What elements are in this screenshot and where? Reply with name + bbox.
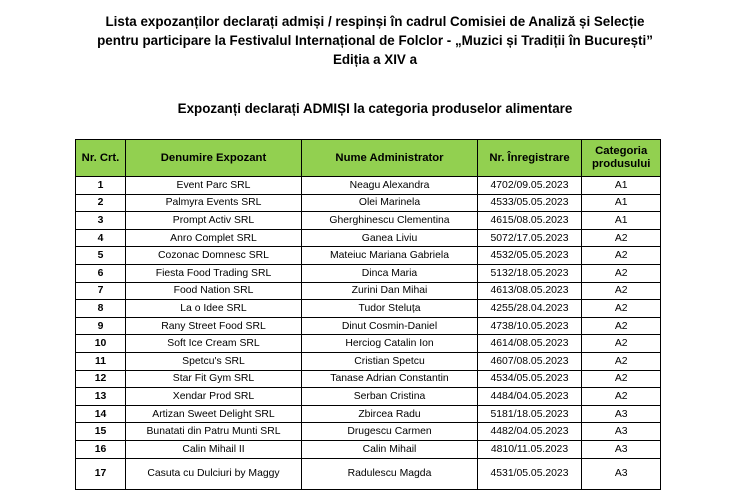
- administrator-name: Gherghinescu Clementina: [302, 212, 478, 230]
- registration-number: 4532/05.05.2023: [478, 247, 582, 265]
- registration-number: 4607/08.05.2023: [478, 352, 582, 370]
- row-number: 3: [76, 212, 126, 230]
- product-category: A1: [582, 212, 661, 230]
- row-number: 14: [76, 405, 126, 423]
- product-category: A3: [582, 405, 661, 423]
- registration-number: 4533/05.05.2023: [478, 194, 582, 212]
- row-number: 5: [76, 247, 126, 265]
- table-row: [76, 370, 661, 388]
- administrator-name: Olei Marinela: [302, 194, 478, 212]
- row-number: 12: [76, 370, 126, 388]
- administrator-name: Tanase Adrian Constantin: [302, 370, 478, 388]
- administrator-name: Calin Mihail: [302, 440, 478, 458]
- registration-number: 4702/09.05.2023: [478, 177, 582, 195]
- table-row: [76, 335, 661, 353]
- row-number: 15: [76, 423, 126, 441]
- header-line-3: Ediția a XIV a: [332, 52, 418, 67]
- header-nr-inregistrare: Nr. Înregistrare: [478, 140, 582, 177]
- exhibitor-name: Food Nation SRL: [126, 282, 302, 300]
- product-category: A3: [582, 440, 661, 458]
- exhibitor-name: Star Fit Gym SRL: [126, 370, 302, 388]
- product-category: A3: [582, 423, 661, 441]
- exhibitor-name: Artizan Sweet Delight SRL: [126, 405, 302, 423]
- table-row: [76, 317, 661, 335]
- registration-number: 5181/18.05.2023: [478, 405, 582, 423]
- table-row: [76, 194, 661, 212]
- product-category: A2: [582, 388, 661, 406]
- row-number: 1: [76, 177, 126, 195]
- product-category: A1: [582, 194, 661, 212]
- header-denumire-expozant: Denumire Expozant: [126, 140, 302, 177]
- administrator-name: Cristian Spetcu: [302, 352, 478, 370]
- administrator-name: Ganea Liviu: [302, 229, 478, 247]
- exhibitor-name: Spetcu's SRL: [126, 352, 302, 370]
- registration-number: 4613/08.05.2023: [478, 282, 582, 300]
- product-category: A2: [582, 317, 661, 335]
- exhibitor-name: La o Idee SRL: [126, 300, 302, 318]
- product-category: A2: [582, 300, 661, 318]
- registration-number: 4534/05.05.2023: [478, 370, 582, 388]
- administrator-name: Zbircea Radu: [302, 405, 478, 423]
- product-category: A2: [582, 352, 661, 370]
- row-number: 11: [76, 352, 126, 370]
- registration-number: 4255/28.04.2023: [478, 300, 582, 318]
- table-row: [76, 229, 661, 247]
- exhibitor-name: Palmyra Events SRL: [126, 194, 302, 212]
- administrator-name: Mateiuc Mariana Gabriela: [302, 247, 478, 265]
- exhibitor-name: Calin Mihail II: [126, 440, 302, 458]
- product-category: A2: [582, 370, 661, 388]
- administrator-name: Radulescu Magda: [302, 458, 478, 489]
- administrator-name: Drugescu Carmen: [302, 423, 478, 441]
- table-row: [76, 282, 661, 300]
- table-row: [76, 440, 661, 458]
- registration-number: 4738/10.05.2023: [478, 317, 582, 335]
- administrator-name: Zurini Dan Mihai: [302, 282, 478, 300]
- exhibitor-name: Fiesta Food Trading SRL: [126, 264, 302, 282]
- registration-number: 4484/04.05.2023: [478, 388, 582, 406]
- exhibitor-name: Rany Street Food SRL: [126, 317, 302, 335]
- administrator-name: Dinca Maria: [302, 264, 478, 282]
- exhibitor-name: Bunatati din Patru Munti SRL: [126, 423, 302, 441]
- section-subtitle: Expozanți declarați ADMIȘI la categoria produselor alimentare: [177, 101, 573, 116]
- administrator-name: Dinut Cosmin-Daniel: [302, 317, 478, 335]
- exhibitor-name: Cozonac Domnesc SRL: [126, 247, 302, 265]
- table-row: [76, 300, 661, 318]
- exhibitor-name: Soft Ice Cream SRL: [126, 335, 302, 353]
- registration-number: 4615/08.05.2023: [478, 212, 582, 230]
- row-number: 4: [76, 229, 126, 247]
- table-row: [76, 423, 661, 441]
- registration-number: 4810/11.05.2023: [478, 440, 582, 458]
- product-category: A2: [582, 335, 661, 353]
- administrator-name: Tudor Steluța: [302, 300, 478, 318]
- product-category: A3: [582, 458, 661, 489]
- table-row: [76, 247, 661, 265]
- registration-number: 5132/18.05.2023: [478, 264, 582, 282]
- product-category: A2: [582, 282, 661, 300]
- registration-number: 4614/08.05.2023: [478, 335, 582, 353]
- header-nr-crt: Nr. Crt.: [76, 140, 126, 177]
- row-number: 17: [76, 458, 126, 489]
- table-row: [76, 388, 661, 406]
- product-category: A2: [582, 264, 661, 282]
- table-row: [76, 212, 661, 230]
- exhibitor-name: Anro Complet SRL: [126, 229, 302, 247]
- registration-number: 5072/17.05.2023: [478, 229, 582, 247]
- header-line-1: Lista expozanților declarați admiși / respinși în cadrul Comisiei de Analiză și Selecție: [105, 14, 645, 29]
- exhibitor-name: Prompt Activ SRL: [126, 212, 302, 230]
- row-number: 16: [76, 440, 126, 458]
- product-category: A2: [582, 229, 661, 247]
- table-row: [76, 458, 661, 489]
- header-categoria-produsului: Categoria produsului: [582, 140, 661, 177]
- row-number: 2: [76, 194, 126, 212]
- table-header-row: [76, 140, 661, 177]
- row-number: 6: [76, 264, 126, 282]
- exhibitor-name: Xendar Prod SRL: [126, 388, 302, 406]
- row-number: 13: [76, 388, 126, 406]
- table-row: [76, 264, 661, 282]
- administrator-name: Serban Cristina: [302, 388, 478, 406]
- product-category: A1: [582, 177, 661, 195]
- header-line-2: pentru participare la Festivalul Internațional de Folclor - „Muzici și Tradiții în București”: [97, 33, 653, 48]
- exhibitor-name: Event Parc SRL: [126, 177, 302, 195]
- table-row: [76, 352, 661, 370]
- row-number: 7: [76, 282, 126, 300]
- registration-number: 4482/04.05.2023: [478, 423, 582, 441]
- registration-number: 4531/05.05.2023: [478, 458, 582, 489]
- exhibitors-table: [75, 139, 661, 490]
- administrator-name: Herciog Catalin Ion: [302, 335, 478, 353]
- header-nume-administrator: Nume Administrator: [302, 140, 478, 177]
- document-header: [0, 12, 750, 69]
- exhibitor-name: Casuta cu Dulciuri by Maggy: [126, 458, 302, 489]
- table-row: [76, 177, 661, 195]
- row-number: 10: [76, 335, 126, 353]
- product-category: A2: [582, 247, 661, 265]
- row-number: 9: [76, 317, 126, 335]
- table-row: [76, 405, 661, 423]
- row-number: 8: [76, 300, 126, 318]
- administrator-name: Neagu Alexandra: [302, 177, 478, 195]
